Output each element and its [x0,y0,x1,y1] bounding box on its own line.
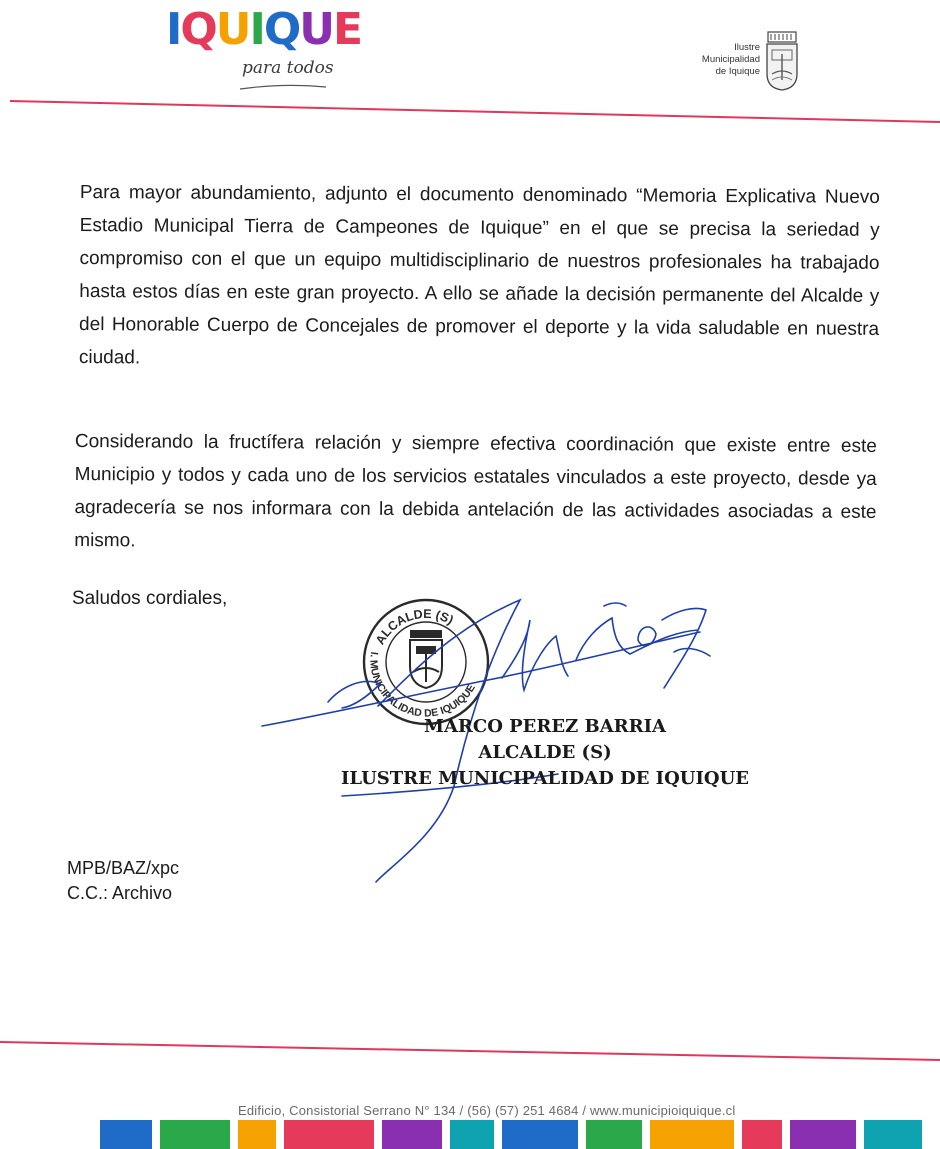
iquique-brand-logo [166,4,362,96]
municipality-line: Ilustre [734,42,760,53]
footer-stripe-block [502,1120,578,1149]
body-paragraph: Para mayor abundamiento, adjunto el documento denominado “Memoria Explicativa Nuevo Estadio Municipal Tierra de Campeones de Iquique” en el que se precisa la seriedad y compromiso con el que un equipo multidisciplinario de nuestros profesionales ha trabajado hasta estos días en este gran proyecto. A ello se añade la decisión permanente del Alcalde y del Honorable Cuerpo de Concejales de promover el deporte y la vida saludable en nuestra ciudad. [78,181,880,369]
brand-letter: I [166,4,181,55]
brand-letter: U [299,4,334,55]
signatory-block [330,714,760,792]
carbon-copy-line: C.C.: Archivo [67,883,173,903]
stamp-bottom-text: I. MUNICIPALIDAD DE IQUIQUE [367,650,478,720]
stamp-top-text: ALCALDE (S) [372,606,456,648]
brand-letter: Q [180,4,216,55]
reference-block [67,856,179,906]
signatory-role: ALCALDE (S) [478,742,612,763]
footer-rule [0,1040,940,1064]
footer-stripe-block [100,1120,152,1149]
reference-initials: MPB/BAZ/xpc [67,858,180,878]
footer-stripe-block [650,1120,734,1149]
header-rule [10,100,940,124]
signatory-institution: ILUSTRE MUNICIPALIDAD DE IQUIQUE [341,768,749,789]
footer-stripe-block [742,1120,782,1149]
municipality-line: de Iquique [715,66,760,77]
footer-stripe-block [586,1120,642,1149]
footer-stripe-block [160,1120,230,1149]
footer-stripe-block [790,1120,856,1149]
footer-stripe-block [382,1120,442,1149]
municipality-line: Municipalidad [701,54,760,65]
footer-address: Edificio, Consistorial Serrano N° 134 / (56) (57) 251 4684 / www.municipioiquique.cl [238,1103,736,1118]
brand-letter: I [249,4,264,55]
brand-wordmark [166,4,361,56]
coat-of-arms-icon [764,30,800,92]
body-paragraph: Considerando la fructífera relación y siempre efectiva coordinación que existe entre este Municipio y todos y cada uno de los servicios estatales vinculados a este proyecto, desde ya agradecería se nos informara con la debida antelación de las actividades asociadas a este mismo. [74,430,877,552]
brand-tagline: para todos [242,58,334,78]
footer-stripe-block [284,1120,374,1149]
brand-letter: U [215,4,250,55]
footer-stripe-block [864,1120,922,1149]
footer-stripe-block [450,1120,494,1149]
footer-color-stripe [100,1120,930,1149]
signatory-name: MARCO PEREZ BARRIA [424,716,666,737]
closing-salutation: Saludos cordiales, [72,588,228,609]
tagline-swoosh [238,82,328,92]
municipality-name [702,42,760,78]
brand-letter: Q [263,4,300,55]
municipality-header [676,30,804,94]
footer-stripe-block [238,1120,276,1149]
brand-letter: E [333,4,362,55]
